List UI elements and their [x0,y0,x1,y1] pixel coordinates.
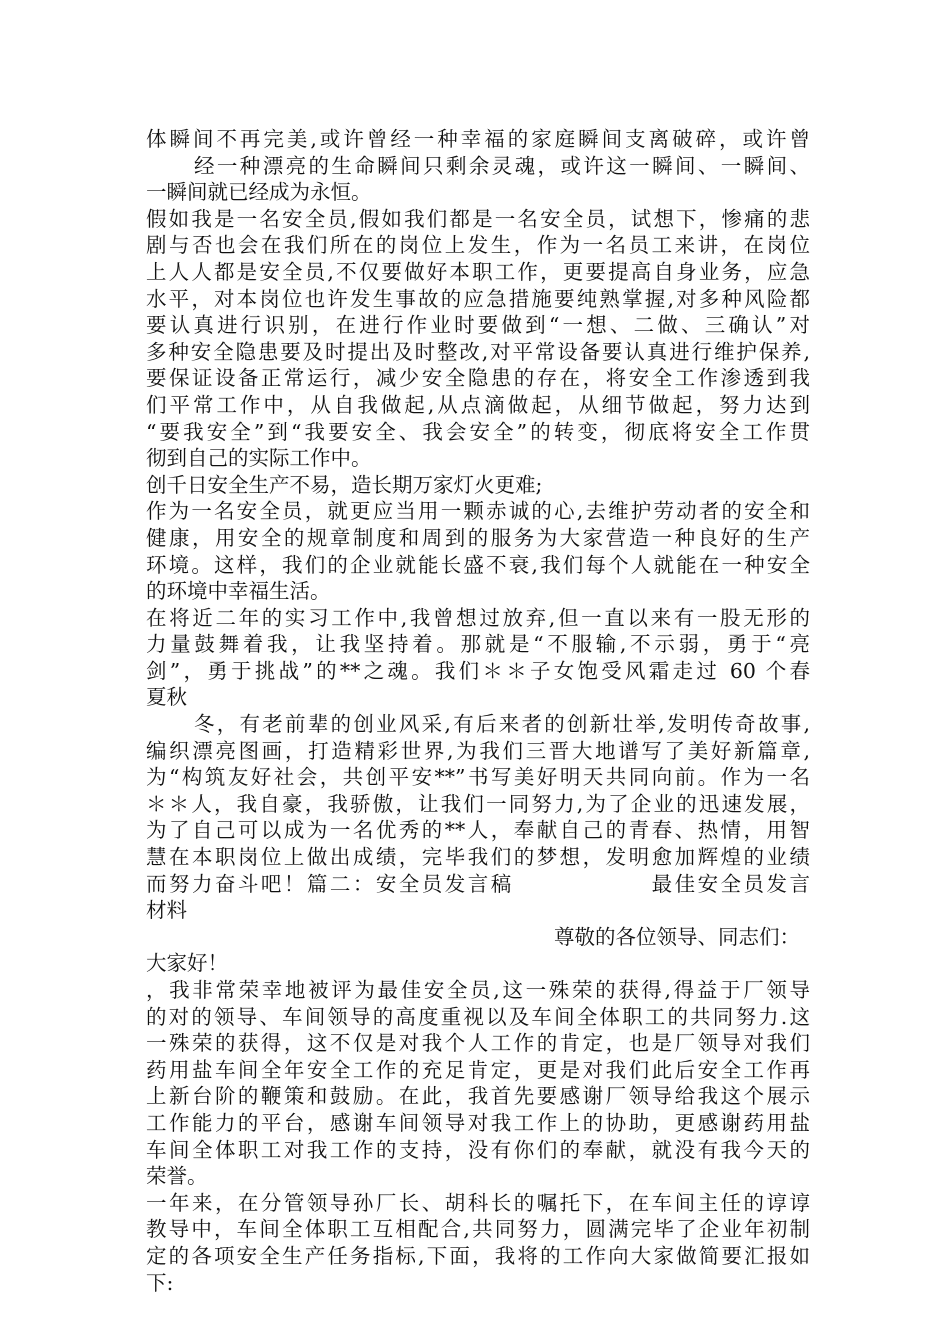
text-line: 车间全体职工对我工作的支持，没有你们的奉献，就没有我今天的 [146,1137,810,1162]
text-line: 体瞬间不再完美,或许曾经一种幸福的家庭瞬间支离破碎，或许曾 [146,127,810,151]
text-line: 经一种漂亮的生命瞬间只剩余灵魂，或许这一瞬间、一瞬间、 [194,153,810,178]
text-line: 大家好！ [146,951,228,976]
text-line: 假如我是一名安全员,假如我们都是一名安全员，试想下，惨痛的悲 [146,206,810,231]
text-line: 一年来，在分管领导孙厂长、胡科长的嘱托下，在车间主任的谆谆 [146,1190,810,1215]
text-line: 要保证设备正常运行，减少安全隐患的存在，将安全工作渗透到我 [146,366,810,391]
text-line: 为“构筑友好社会，共创平安**”书写美好明天共同向前。作为一名 [146,765,810,790]
text-line: 剧与否也会在我们所在的岗位上发生，作为一名员工来讲，在岗位 [146,233,810,258]
text-line: 工作能力的平台，感谢车间领导对我工作上的协助，更感谢药用盐 [146,1110,810,1135]
text-line: 健康，用安全的规章制度和周到的服务为大家营造一种良好的生产 [146,525,810,550]
text-line: 水平，对本岗位也许发生事故的应急措施要纯熟掌握,对多种风险都 [146,286,810,311]
text-line: 在将近二年的实习工作中,我曾想过放弃,但一直以来有一股无形的 [146,605,810,630]
text-line: 编织漂亮图画，打造精彩世界,为我们三晋大地谱写了美好新篇章, [146,738,810,763]
text-line: 彻到自己的实际工作中。 [146,446,372,471]
text-line: 上人人都是安全员,不仅要做好本职工作，更要提高自身业务，应急 [146,259,810,284]
text-line: 定的各项安全生产任务指标,下面，我将的工作向大家做简要汇报如 [146,1243,810,1268]
text-line: 环境。这样，我们的企业就能长盛不衰,我们每个人就能在一种安全 [146,552,810,577]
text-line: 作为一名安全员，就更应当用一颗赤诚的心,去维护劳动者的安全和 [146,499,810,524]
text-line: 一殊荣的获得，这不仅是对我个人工作的肯定，也是厂领导对我们 [146,1031,810,1056]
text-line: 的环境中幸福生活。 [146,579,331,604]
text-line: 材料 [146,898,187,923]
text-line: 尊敬的各位领导、同志们： [554,924,800,949]
text-line: 药用盐车间全年安全工作的充足肯定，更是对我们此后安全工作再 [146,1057,810,1082]
text-line: “要我安全”到“我要安全、我会安全”的转变，彻底将安全工作贯 [146,419,810,444]
document-body [146,126,810,1296]
text-line: 剑”，勇于挑战”的**之魂。我们＊＊子女饱受风霜走过 60 个春 [146,658,810,683]
text-line: 力量鼓舞着我，让我坚持着。那就是“不服输,不示弱，勇于“亮 [146,632,810,657]
text-line: ，我非常荣幸地被评为最佳安全员,这一殊荣的获得,得益于厂领导 [146,978,810,1002]
text-line: 冬，有老前辈的创业风采,有后来者的创新壮举,发明传奇故事, [194,712,810,737]
text-line: 为了自己可以成为一名优秀的**人，奉献自己的青春、热情，用智 [146,818,810,843]
text-line: 下: [146,1270,174,1295]
text-line: 慧在本职岗位上做出成绩，完毕我们的梦想，发明愈加辉煌的业绩 [146,845,810,870]
text-line: 夏秋 [146,685,187,710]
text-line: 要认真进行识别，在进行作业时要做到“一想、二做、三确认”对 [146,313,810,338]
text-line: 上新台阶的鞭策和鼓励。在此，我首先要感谢厂领导给我这个展示 [146,1084,810,1109]
text-line: 一瞬间就已经成为永恒。 [146,180,372,205]
text-line: 们平常工作中，从自我做起,从点滴做起，从细节做起，努力达到 [146,392,810,417]
text-line: 荣誉。 [146,1164,208,1189]
text-line: 多种安全隐患要及时提出及时整改,对平常设备要认真进行维护保养, [146,339,810,364]
text-line: 创千日安全生产不易，造长期万家灯火更难; [146,472,543,497]
text-line: ＊＊人，我自豪，我骄傲，让我们一同努力,为了企业的迅速发展， [146,791,810,816]
text-line: 教导中，车间全体职工互相配合,共同努力，圆满完毕了企业年初制 [146,1217,810,1242]
text-line: 的对的领导、车间领导的高度重视以及车间全体职工的共同努力.这 [146,1004,810,1029]
text-line: 而努力奋斗吧！篇二：安全员发言稿 最佳安全员发言 [146,871,810,896]
